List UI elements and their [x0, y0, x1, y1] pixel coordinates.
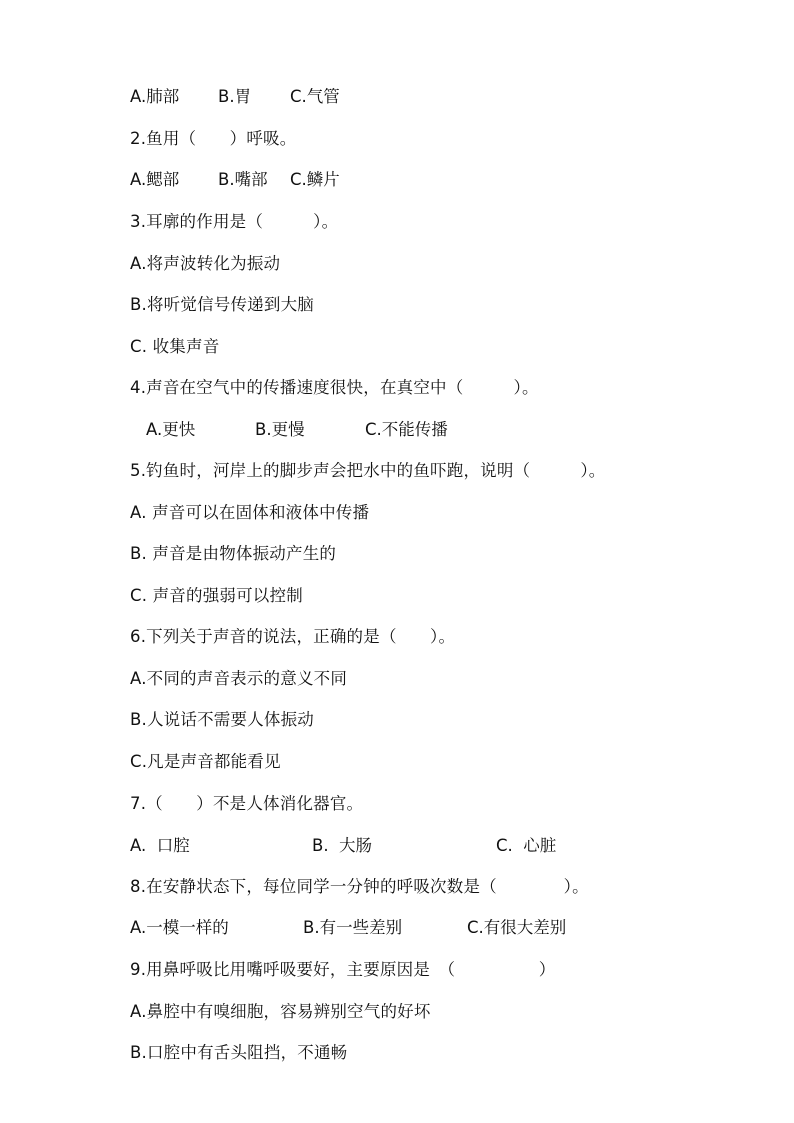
- q2-stem: 2.鱼用（ ）呼吸。: [130, 129, 297, 148]
- q7-option-a: A. 口腔: [130, 836, 190, 855]
- q7-option-b: B. 大肠: [312, 836, 373, 855]
- q4-option-b: B.更慢: [255, 420, 305, 439]
- q8-option-b: B.有一些差别: [303, 918, 403, 937]
- q3-option-b: B.将听觉信号传递到大脑: [130, 295, 314, 314]
- q2-option-c: C.鳞片: [290, 170, 340, 189]
- q3-option-c: C. 收集声音: [130, 337, 220, 356]
- q1-option-a: A.肺部: [130, 87, 180, 106]
- q2-option-b: B.嘴部: [218, 170, 268, 189]
- q8-stem: 8.在安静状态下，每位同学一分钟的呼吸次数是（ ）。: [130, 877, 589, 896]
- q1-option-c: C.气管: [290, 87, 340, 106]
- q6-option-b: B.人说话不需要人体振动: [130, 710, 314, 729]
- q5-option-a: A. 声音可以在固体和液体中传播: [130, 503, 370, 522]
- q5-stem: 5.钓鱼时，河岸上的脚步声会把水中的鱼吓跑，说明（ ）。: [130, 461, 606, 480]
- q4-option-a: A.更快: [146, 420, 196, 439]
- q4-option-c: C.不能传播: [365, 420, 448, 439]
- q3-stem: 3.耳廓的作用是（ ）。: [130, 212, 339, 231]
- q9-option-b: B.口腔中有舌头阻挡，不通畅: [130, 1043, 348, 1062]
- q9-option-a: A.鼻腔中有嗅细胞，容易辨别空气的好坏: [130, 1002, 431, 1021]
- q5-option-b: B. 声音是由物体振动产生的: [130, 544, 337, 563]
- q6-option-c: C.凡是声音都能看见: [130, 752, 281, 771]
- q8-option-a: A.一模一样的: [130, 918, 229, 937]
- q7-stem: 7.（ ）不是人体消化器官。: [130, 794, 364, 813]
- q2-option-a: A.鳃部: [130, 170, 180, 189]
- q4-stem: 4.声音在空气中的传播速度很快，在真空中（ ）。: [130, 378, 539, 397]
- q8-option-c: C.有很大差别: [467, 918, 567, 937]
- q6-stem: 6.下列关于声音的说法，正确的是（ ）。: [130, 627, 456, 646]
- q1-option-b: B.胃: [218, 87, 252, 106]
- q9-stem: 9.用鼻呼吸比用嘴呼吸要好，主要原因是 （ ）: [130, 960, 556, 979]
- q3-option-a: A.将声波转化为振动: [130, 254, 281, 273]
- q6-option-a: A.不同的声音表示的意义不同: [130, 669, 348, 688]
- q5-option-c: C. 声音的强弱可以控制: [130, 586, 303, 605]
- q7-option-c: C. 心脏: [496, 836, 557, 855]
